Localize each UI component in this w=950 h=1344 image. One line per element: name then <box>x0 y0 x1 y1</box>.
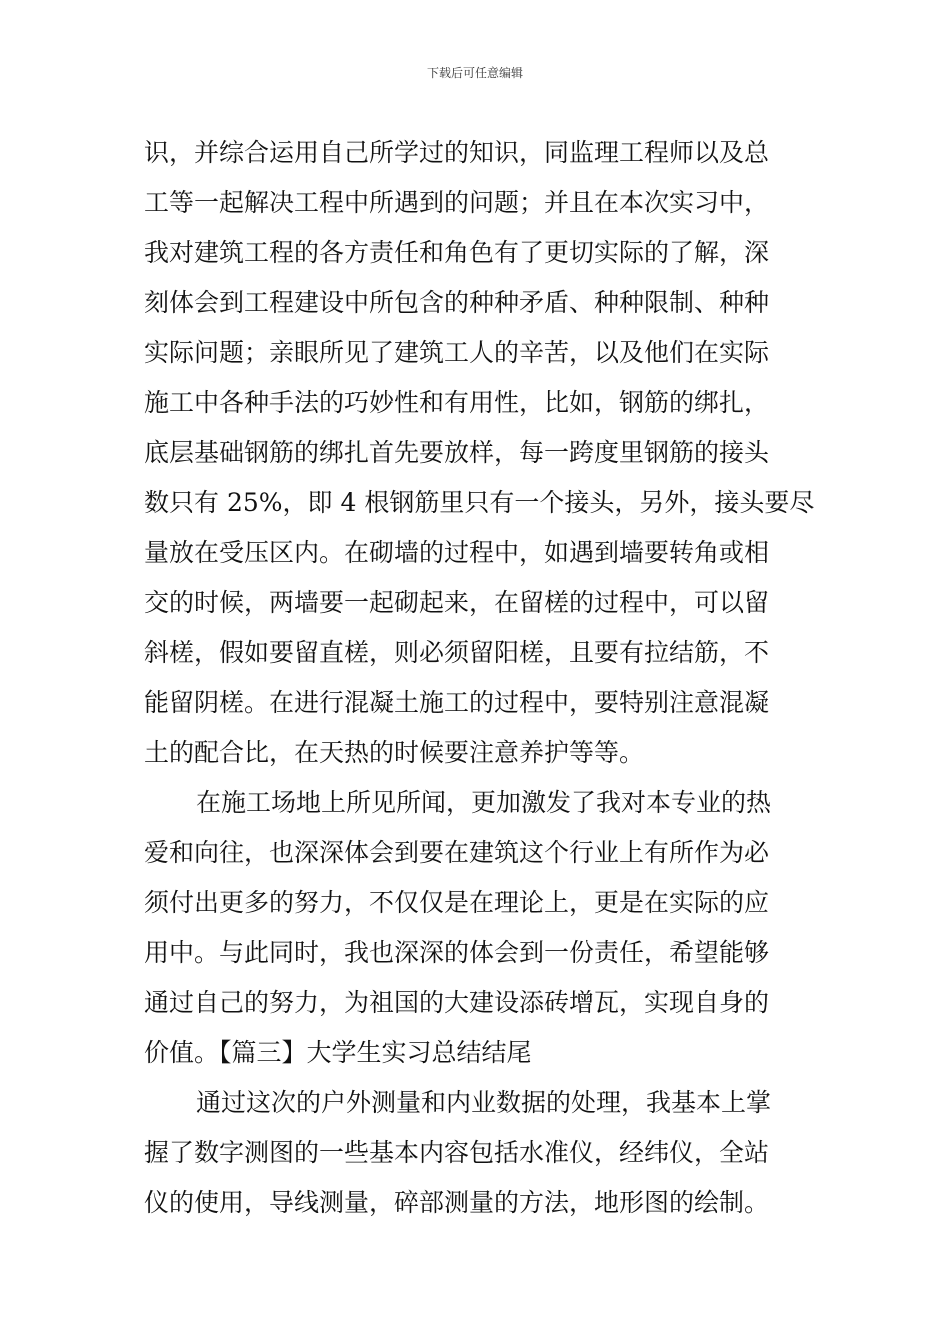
text-line: 施工中各种手法的巧妙性和有用性，比如，钢筋的绑扎， <box>144 388 770 417</box>
text-line: 我对建筑工程的各方责任和角色有了更切实际的了解，深 <box>144 238 770 267</box>
page-header: 下载后可任意编辑 <box>426 66 523 80</box>
text-line: 握了数字测图的一些基本内容包括水准仪，经纬仪，全站 <box>144 1138 770 1167</box>
text-line: 数只有 25%，即 4 根钢筋里只有一个接头，另外，接头要尽 <box>144 488 815 517</box>
text-line: 量放在受压区内。在砌墙的过程中，如遇到墙要转角或相 <box>144 538 770 567</box>
text-line: 识，并综合运用自己所学过的知识，同监理工程师以及总 <box>144 138 770 167</box>
paragraph-start-line: 在施工场地上所见所闻，更加激发了我对本专业的热 <box>196 788 772 817</box>
text-line: 刻体会到工程建设中所包含的种种矛盾、种种限制、种种 <box>144 288 770 317</box>
text-line: 通过自己的努力，为祖国的大建设添砖增瓦，实现自身的 <box>144 988 770 1017</box>
text-line: 须付出更多的努力，不仅仅是在理论上，更是在实际的应 <box>144 888 770 917</box>
text-line: 底层基础钢筋的绑扎首先要放样，每一跨度里钢筋的接头 <box>144 438 770 467</box>
document-body <box>144 128 815 1228</box>
text-line: 斜槎，假如要留直槎，则必须留阳槎，且要有拉结筋，不 <box>144 638 770 667</box>
text-line: 实际问题；亲眼所见了建筑工人的辛苦，以及他们在实际 <box>144 338 770 367</box>
text-line: 土的配合比，在天热的时候要注意养护等等。 <box>144 738 645 767</box>
text-line: 爱和向往，也深深体会到要在建筑这个行业上有所作为必 <box>144 838 770 867</box>
text-line: 交的时候，两墙要一起砌起来，在留槎的过程中，可以留 <box>144 588 770 617</box>
section-heading-line: 价值。【篇三】大学生实习总结结尾 <box>144 1038 532 1067</box>
text-line: 用中。与此同时，我也深深的体会到一份责任，希望能够 <box>144 938 770 967</box>
text-line: 仪的使用，导线测量，碎部测量的方法，地形图的绘制。 <box>144 1188 770 1217</box>
text-line: 能留阴槎。在进行混凝土施工的过程中，要特别注意混凝 <box>144 688 770 717</box>
text-line: 工等一起解决工程中所遇到的问题；并且在本次实习中， <box>144 188 770 217</box>
paragraph-start-line: 通过这次的户外测量和内业数据的处理，我基本上掌 <box>196 1088 772 1117</box>
